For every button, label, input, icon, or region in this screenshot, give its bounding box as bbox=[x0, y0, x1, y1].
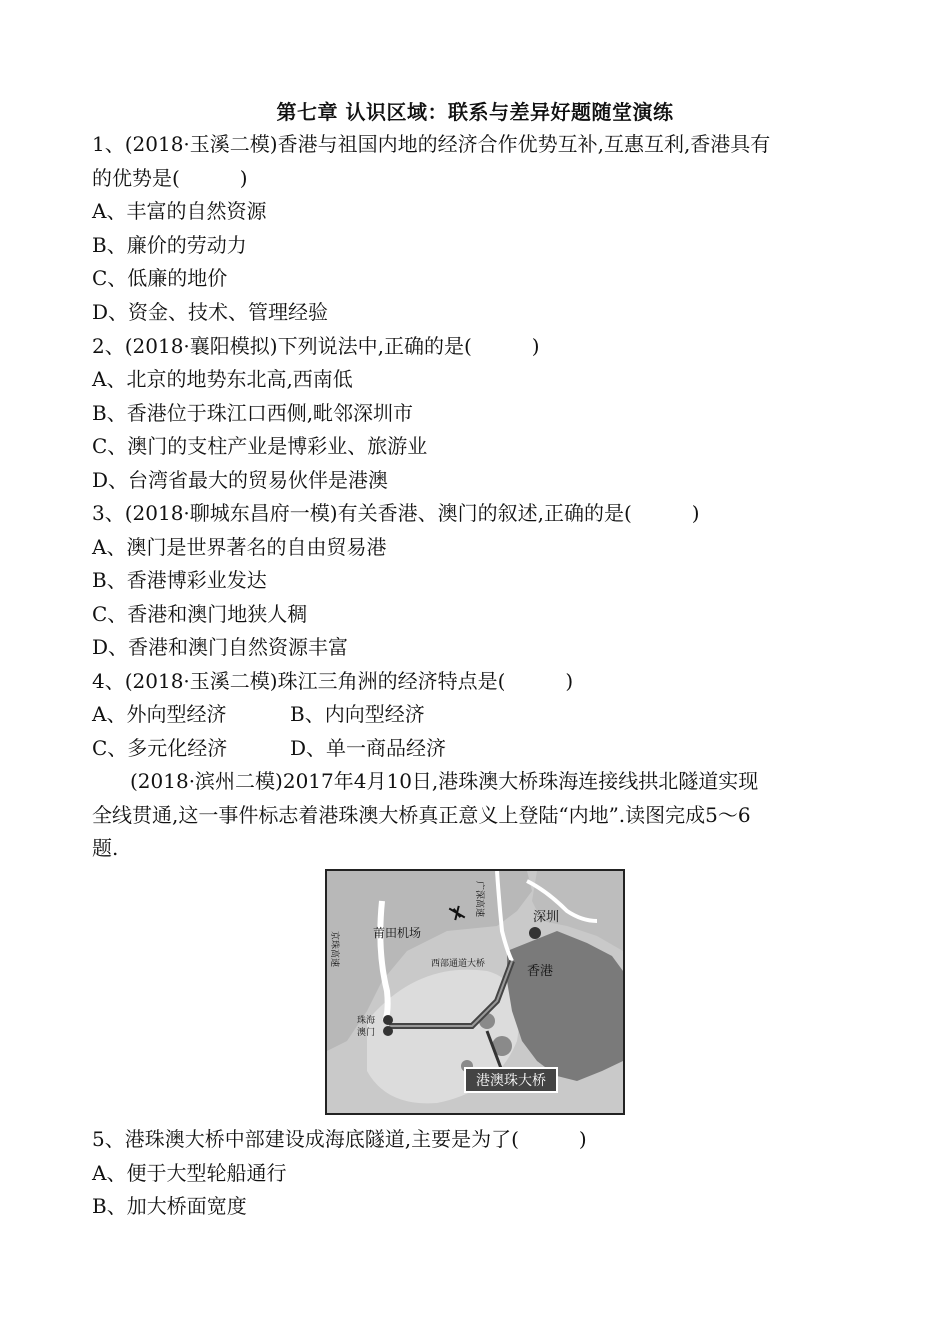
page-title: 第七章 认识区域：联系与差异好题随堂演练 bbox=[276, 100, 674, 124]
q2-option-a: A、北京的地势东北高,西南低 bbox=[92, 367, 353, 391]
q2-stem: 2、(2018·襄阳模拟)下列说法中,正确的是( ) bbox=[92, 334, 540, 358]
q5-option-b: B、加大桥面宽度 bbox=[92, 1194, 247, 1218]
shenzhen-dot bbox=[529, 927, 541, 939]
q3-option-d: D、香港和澳门自然资源丰富 bbox=[92, 635, 349, 659]
q3-option-c: C、香港和澳门地狭人稠 bbox=[92, 602, 308, 626]
zhuhai-label: 珠海 bbox=[357, 1016, 376, 1026]
q4-option-b: B、内向型经济 bbox=[290, 702, 425, 726]
macau-dot bbox=[383, 1026, 393, 1036]
q2-option-d: D、台湾省最大的贸易伙伴是港澳 bbox=[92, 468, 389, 492]
intro-line3: 题. bbox=[92, 836, 119, 860]
zhuhai-dot bbox=[383, 1015, 393, 1025]
jingzhu-label: 京珠高速 bbox=[329, 931, 339, 968]
q4-option-c: C、多元化经济 bbox=[92, 736, 228, 760]
q3-option-a: A、澳门是世界著名的自由贸易港 bbox=[92, 535, 387, 559]
intro-line2: 全线贯通,这一事件标志着港珠澳大桥真正意义上登陆“内地”.读图完成5～6 bbox=[92, 803, 751, 827]
q5-option-a: A、便于大型轮船通行 bbox=[92, 1161, 287, 1185]
map-graphic bbox=[327, 871, 623, 1113]
q3-option-b: B、香港博彩业发达 bbox=[92, 568, 267, 592]
guangshen-label: 广深高速 bbox=[474, 881, 484, 918]
shenzhen-label: 深圳 bbox=[533, 910, 560, 925]
q5-stem: 5、港珠澳大桥中部建设成海底隧道,主要是为了( ) bbox=[92, 1127, 587, 1151]
q4-stem: 4、(2018·玉溪二模)珠江三角洲的经济特点是( ) bbox=[92, 669, 574, 693]
q1-option-d: D、资金、技术、管理经验 bbox=[92, 300, 329, 324]
q1-option-a: A、丰富的自然资源 bbox=[92, 199, 267, 223]
map-figure bbox=[325, 869, 625, 1115]
q1-option-c: C、低廉的地价 bbox=[92, 266, 228, 290]
intro-line1: (2018·滨州二模)2017年4月10日,港珠澳大桥珠海连接线拱北隧道实现 bbox=[130, 769, 759, 793]
macau-label: 澳门 bbox=[357, 1028, 376, 1038]
q2-option-c: C、澳门的支柱产业是博彩业、旅游业 bbox=[92, 434, 428, 458]
bridge-label: 港澳珠大桥 bbox=[476, 1073, 546, 1089]
q2-option-b: B、香港位于珠江口西侧,毗邻深圳市 bbox=[92, 401, 414, 425]
hongkong-label: 香港 bbox=[527, 964, 554, 979]
q4-option-d: D、单一商品经济 bbox=[290, 736, 447, 760]
q1-stem-line2: 的优势是( ) bbox=[92, 166, 248, 190]
putian-label: 莆田机场 bbox=[373, 926, 422, 940]
q1-stem-line1: 1、(2018·玉溪二模)香港与祖国内地的经济合作优势互补,互惠互利,香港具有 bbox=[92, 132, 771, 156]
q3-stem: 3、(2018·聊城东昌府一模)有关香港、澳门的叙述,正确的是( ) bbox=[92, 501, 700, 525]
q4-option-a: A、外向型经济 bbox=[92, 702, 227, 726]
q1-option-b: B、廉价的劳动力 bbox=[92, 233, 247, 257]
western-label: 西部通道大桥 bbox=[431, 959, 486, 969]
